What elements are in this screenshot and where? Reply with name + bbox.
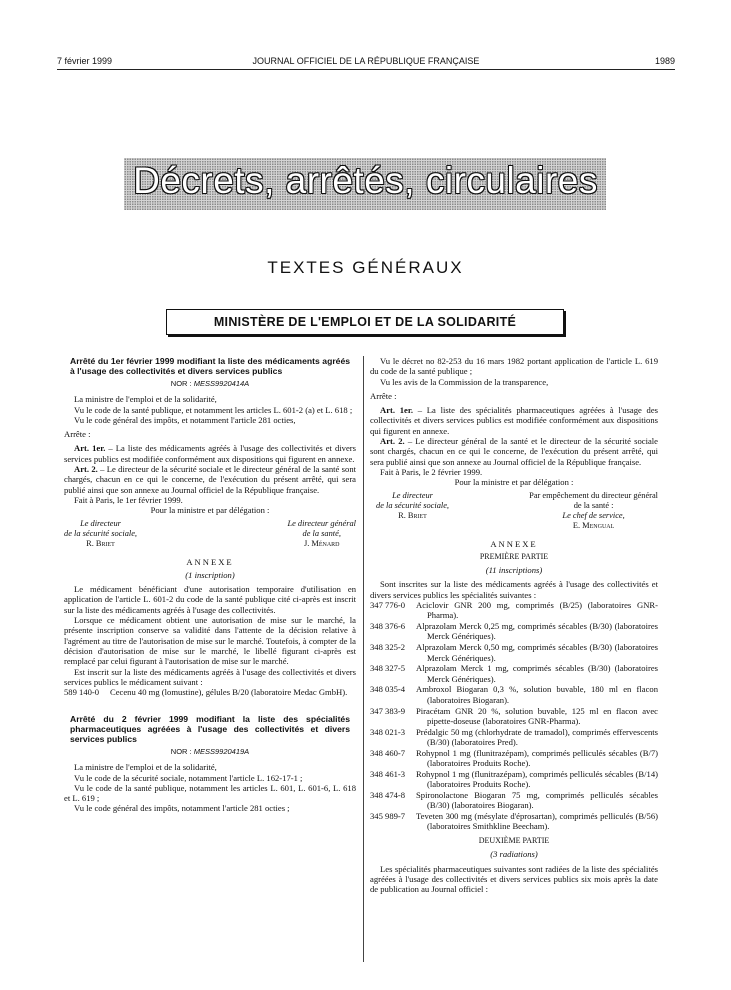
arrete2-annexe-heading: ANNEXE (490, 538, 538, 549)
header-rule (57, 69, 675, 70)
partie2-intro: Les spécialités pharmaceutiques suivantes sont radiées de la liste des spécialités agréées à l'usage des collectivités et divers services publics six mois après la date de publication au Journal officiel : (370, 863, 658, 895)
nor-label: NOR : (170, 746, 192, 756)
art2-label: Art. 2. (380, 436, 405, 447)
section-title: TEXTES GÉNÉRAUX (267, 258, 464, 277)
header-date: 7 février 1999 (57, 56, 113, 66)
drug-entry (370, 748, 658, 769)
signature-right (529, 491, 658, 531)
drug-code: 347 776-0 (370, 600, 406, 611)
arrete1-signatures (64, 519, 356, 549)
partie1-sub: (11 inscriptions) (485, 565, 543, 576)
drug-code: 348 327-5 (370, 663, 406, 674)
arrete1-title: Arrêté du 1er février 1999 modifiant la liste des médicaments agréés à l'usage des collectivités et divers services publics (70, 356, 350, 376)
sig-left-name: R. Briet (86, 538, 115, 548)
drug-code: 348 460-7 (370, 747, 406, 758)
arrete1-vu1: Vu le code de la santé publique, et notamment les articles L. 601-2 (a) et L. 618 ; (74, 404, 353, 415)
signature-left (64, 519, 137, 549)
arrete1-annexe-sub: (1 inscription) (185, 569, 235, 580)
sig-left-title: Le directeur (392, 490, 433, 500)
nor-value: MESS9920419A (193, 746, 250, 756)
drug-text: Teveten 300 mg (mésylate d'éprosartan), comprimés pelliculés (B/56) (laboratoires Smithkline Beecham). (416, 810, 658, 832)
arrete1-annexe-heading: ANNEXE (186, 556, 234, 567)
partie2-sub: (3 radiations) (490, 849, 538, 860)
running-header (57, 56, 675, 68)
arrete1-annexe-p2: Lorsque ce médicament obtient une autorisation de mise sur le marché, la présente inscription conserve sa validité dans l'attente de la décision relative à l'agrément au titre de l'autorisation de mise sur le marché. Toutefois, à compter de la décision d'autorisation de mise sur le marché, le libellé figurant ci-après est remplacé par celui figurant à l'autorisation de mise sur le marché. (64, 615, 356, 667)
art2-text: – Le directeur de la sécurité sociale et le directeur général de la santé sont chargés, chacun en ce qui le concerne, de l'exécution du présent arrêté, qui sera publié ainsi que son annexe au Journal officiel de la République française. (64, 464, 357, 495)
art1-label: Art. 1er. (380, 405, 414, 416)
banner-title: Décrets, arrêtés, circulaires (133, 160, 598, 201)
drug-entry (370, 663, 658, 684)
drug-text: Alprazolam Merck 0,25 mg, comprimés sécables (B/30) (laboratoires Merck Génériques). (416, 621, 658, 642)
drug-text: Ambroxol Biogaran 0,3 %, solution buvable, 180 ml en flacon (laboratoires Biogaran). (416, 684, 658, 705)
drug-code: 348 461-3 (370, 768, 406, 779)
art1-label: Art. 1er. (74, 443, 106, 454)
arrete2-vu4: Vu le décret no 82-253 du 16 mars 1982 portant application de l'article L. 619 du code de la santé publique ; (370, 356, 658, 377)
arrete1-vu2: Vu le code général des impôts, et notamment l'article 281 octies, (74, 414, 296, 425)
drug-entry (370, 621, 658, 642)
arrete1-fait: Fait à Paris, le 1er février 1999. (74, 494, 183, 505)
drug-code: 345 989-7 (370, 810, 406, 821)
drug-entry (370, 769, 658, 790)
arrete1-nor (64, 379, 356, 389)
drug-text: Prédalgic 50 mg (chlorhydrate de tramadol), comprimés effervescents (B/30) (laboratoires Pred). (416, 726, 658, 747)
drug-entry (370, 600, 658, 621)
nor-value: MESS9920414A (193, 379, 250, 388)
drug-text: Aciclovir GNR 200 mg, comprimés (B/25) (laboratoires GNR-Pharma). (416, 600, 658, 621)
sig-right-name: E. Mengual (572, 520, 615, 530)
sig-right-office: de la santé, (302, 528, 341, 538)
arrete2-art2 (370, 436, 658, 467)
drug-text: Alprazolam Merck 0,50 mg, comprimés sécables (B/30) (laboratoires Merck Génériques). (416, 642, 658, 663)
arrete2-vu1: Vu le code de la sécurité sociale, notamment l'article L. 162-17-1 ; (74, 772, 303, 783)
header-journal-name: JOURNAL OFFICIEL DE LA RÉPUBLIQUE FRANÇAISE (252, 56, 480, 66)
arrete2-nor (64, 747, 356, 757)
sig-right-name: J. Ménard (303, 538, 340, 548)
drug-entry (370, 684, 658, 705)
partie2-heading: DEUXIÈME PARTIE (478, 836, 550, 846)
arrete2-art1 (370, 405, 658, 436)
arrete1-intro: La ministre de l'emploi et de la solidarité, (74, 394, 217, 405)
drug-code: 348 376-6 (370, 621, 406, 632)
sig-left-name: R. Briet (398, 510, 427, 520)
arrete1-pour: Pour la ministre et par délégation : (150, 505, 270, 516)
drug-text: Piracétam GNR 20 %, solution buvable, 125 ml en flacon avec pipette-doseuse (laboratoires GNR-Pharma). (416, 705, 658, 726)
arrete1-art1 (64, 443, 356, 464)
signature-right (287, 519, 356, 549)
arrete2-arrete: Arrête : (370, 390, 397, 401)
signature-left (370, 491, 449, 531)
drug-text: Rohypnol 1 mg (flunitrazépam), comprimés pelliculés sécables (B/14) (laboratoires Produits Roche). (416, 768, 658, 790)
arrete2-vu2: Vu le code de la santé publique, notamment les articles L. 601, L. 601-6, L. 618 et L. 619 ; (64, 782, 356, 804)
ministry-box: MINISTÈRE DE L'EMPLOI ET DE LA SOLIDARITÉ (166, 309, 564, 335)
arrete1-annexe-p1: Le médicament bénéficiant d'une autorisation temporaire d'utilisation en application de l'article L. 601-2 du code de la santé publique cité ci-après est inscrit sur la liste des médicaments agréés à l'usage des collectivités. (64, 584, 356, 615)
art1-text: – La liste des spécialités pharmaceutiques agréées à l'usage des collectivités et divers services publics est modifiée conformément aux dispositions qui figurent en annexe. (370, 405, 658, 436)
drug-code: 348 474-8 (370, 789, 406, 800)
sig-right-title: Le directeur général (287, 518, 356, 528)
sig-right-preamble: Par empêchement du directeur général (529, 490, 658, 500)
arrete1-arrete: Arrête : (64, 429, 91, 440)
drug-entry (370, 790, 658, 811)
art2-text: – Le directeur général de la santé et le directeur de la sécurité sociale sont chargés, chacun en ce qui le concerne, de l'exécution du présent arrêté, qui sera publié ainsi que son annexe au Journal officiel de la République française. (370, 436, 658, 467)
column-divider (363, 356, 364, 962)
arrete1-art2 (64, 464, 356, 495)
art2-label: Art. 2. (74, 464, 98, 475)
nor-label: NOR : (170, 379, 192, 388)
arrete2-intro: La ministre de l'emploi et de la solidarité, (74, 762, 217, 773)
arrete2-vu3: Vu le code général des impôts, notamment l'article 281 octies ; (74, 803, 290, 814)
drug-text: Cecenu 40 mg (lomustine), gélules B/20 (laboratoire Medac GmbH). (110, 687, 348, 698)
drug-list (370, 600, 658, 832)
art1-text: – La liste des médicaments agréés à l'usage des collectivités et divers services publics est modifiée conformément aux dispositions qui figurent en annexe. (64, 443, 356, 464)
drug-entry (370, 642, 658, 663)
drug-text: Spironolactone Biogaran 75 mg, comprimés pelliculés sécables (B/30) (laboratoires Biogaran). (416, 789, 658, 811)
arrete2-signatures (370, 491, 658, 531)
drug-code: 348 035-4 (370, 684, 406, 695)
arrete1-drug-entry (64, 687, 356, 697)
sig-right-title: Le chef de service, (562, 510, 625, 520)
sig-left-office: de la sécurité sociale, (376, 500, 450, 510)
drug-text: Rohypnol 1 mg (flunitrazépam), comprimés pelliculés sécables (B/7) (laboratoires Produits Roche). (416, 747, 658, 768)
drug-code: 589 140-0 (64, 687, 100, 698)
drug-code: 348 325-2 (370, 642, 406, 653)
drug-code: 347 383-9 (370, 705, 406, 716)
sig-right-office: de la santé : (573, 500, 614, 510)
drug-entry (370, 811, 658, 832)
left-column (64, 356, 356, 814)
header-page-number: 1989 (654, 56, 675, 66)
drug-code: 348 021-3 (370, 726, 406, 737)
arrete2-title: Arrêté du 2 février 1999 modifiant la liste des spécialités pharmaceutiques agréées à l'usage des collectivités et divers services publics (70, 713, 350, 744)
drug-text: Alprazolam Merck 1 mg, comprimés sécables (B/30) (laboratoires Merck Génériques). (416, 663, 658, 684)
partie1-heading: PREMIÈRE PARTIE (479, 551, 549, 561)
drug-entry (370, 706, 658, 727)
arrete2-pour: Pour la ministre et par délégation : (454, 477, 574, 488)
partie1-intro: Sont inscrites sur la liste des médicaments agréés à l'usage des collectivités et divers services publics les spécialités suivantes : (370, 579, 658, 600)
arrete2-vu5: Vu les avis de la Commission de la transparence, (380, 376, 549, 387)
sig-left-title: Le directeur (80, 518, 121, 528)
right-column (370, 356, 658, 895)
drug-entry (370, 727, 658, 748)
arrete1-annexe-p3: Est inscrit sur la liste des médicaments agréés à l'usage des collectivités et divers services publics le médicament suivant : (64, 666, 356, 687)
sig-left-office: de la sécurité sociale, (64, 528, 138, 538)
arrete2-fait: Fait à Paris, le 2 février 1999. (380, 466, 483, 477)
